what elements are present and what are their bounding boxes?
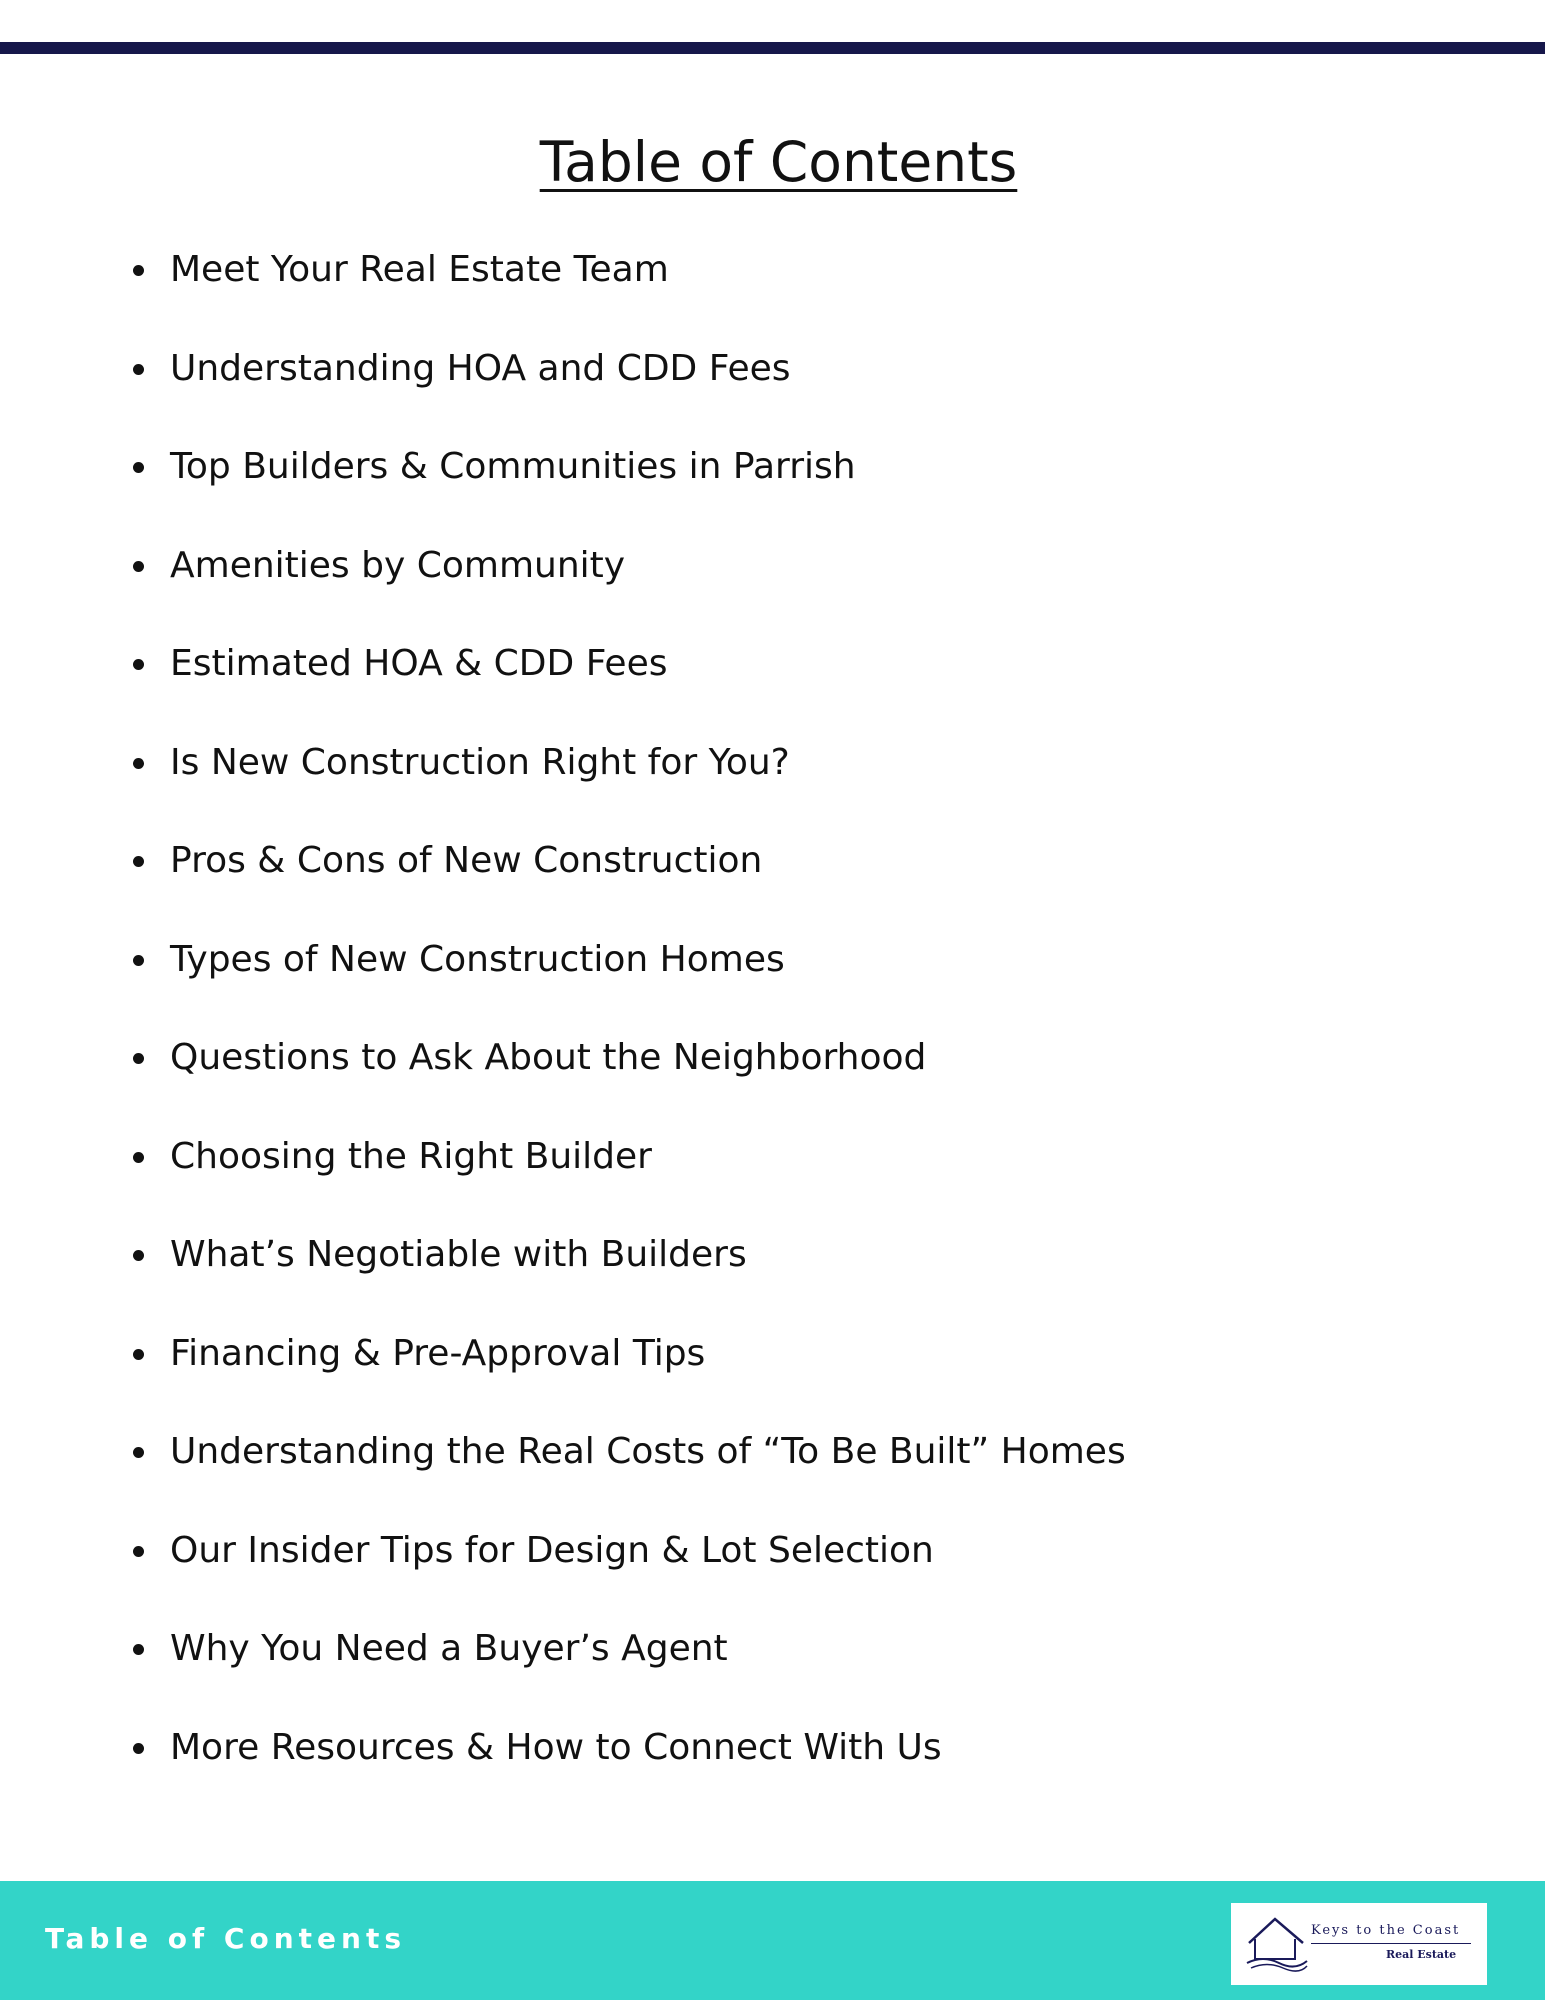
- bullet-icon: [133, 856, 144, 867]
- bullet-icon: [133, 1644, 144, 1655]
- toc-item-label: Top Builders & Communities in Parrish: [170, 446, 856, 487]
- toc-item-label: Understanding the Real Costs of “To Be Built” Homes: [170, 1431, 1126, 1472]
- logo-divider: [1311, 1943, 1471, 1944]
- bullet-icon: [133, 955, 144, 966]
- company-logo: [1231, 1903, 1487, 1985]
- house-logo-icon: [1245, 1913, 1309, 1973]
- toc-item-label: Amenities by Community: [170, 544, 626, 586]
- top-rule: [0, 42, 1545, 54]
- bullet-icon: [133, 265, 144, 276]
- bullet-icon: [133, 758, 144, 769]
- toc-item-label: Financing & Pre-Approval Tips: [170, 1332, 706, 1374]
- toc-item-label: Meet Your Real Estate Team: [170, 249, 669, 290]
- toc-item-label: More Resources & How to Connect With Us: [170, 1726, 942, 1768]
- bullet-icon: [133, 1152, 144, 1163]
- toc-item-label: Is New Construction Right for You?: [170, 741, 790, 783]
- bullet-icon: [133, 1447, 144, 1458]
- bullet-icon: [133, 462, 144, 473]
- bullet-icon: [133, 1546, 144, 1557]
- toc-item-label: Estimated HOA & CDD Fees: [170, 643, 668, 684]
- page-title: Table of Contents: [539, 130, 1018, 194]
- logo-subtitle: Real Estate: [1386, 1948, 1457, 1961]
- bullet-icon: [133, 1743, 144, 1754]
- bullet-icon: [133, 1250, 144, 1261]
- toc-item-label: Pros & Cons of New Construction: [170, 840, 763, 881]
- toc-item-label: What’s Negotiable with Builders: [170, 1234, 747, 1275]
- bullet-icon: [133, 659, 144, 670]
- footer-section-label: Table of Contents: [45, 1922, 407, 1955]
- bullet-icon: [133, 561, 144, 572]
- bullet-icon: [133, 1053, 144, 1064]
- toc-item-label: Our Insider Tips for Design & Lot Selection: [170, 1529, 934, 1571]
- logo-brand-text: Keys to the Coast: [1311, 1923, 1461, 1938]
- toc-item-label: Why You Need a Buyer’s Agent: [170, 1628, 728, 1669]
- footer-bar: [0, 1881, 1545, 2000]
- toc-item-label: Choosing the Right Builder: [170, 1135, 652, 1177]
- toc-item-label: Types of New Construction Homes: [170, 938, 785, 980]
- bullet-icon: [133, 1349, 144, 1360]
- toc-item-label: Questions to Ask About the Neighborhood: [170, 1037, 927, 1078]
- toc-item-label: Understanding HOA and CDD Fees: [170, 347, 791, 389]
- bullet-icon: [133, 364, 144, 375]
